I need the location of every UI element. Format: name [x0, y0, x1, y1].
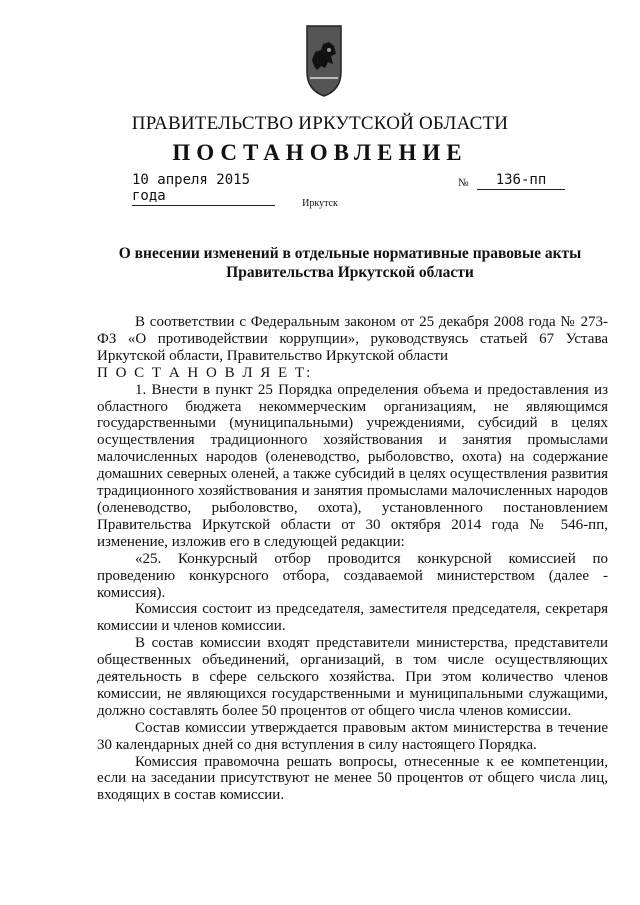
document-title — [110, 244, 590, 282]
item-1-paragraph: 1. Внести в пункт 25 Порядка определения объема и предоставления из областного бюджета некоммерческим организациям, не являющимся государственными (муниципальными) учреждениями, субсидий в целях осуществления традиционного хозяйствования и занятия промыслами малочисленных народов (оленеводство, рыболовство, охота) на содержание домашних северных оленей, а также субсидий в целях осуществления развития традиционного хозяйствования и занятия промыслами малочисленных народов (оленеводство, рыболовство, охота), установленного постановлением Правительства Иркутской области от 30 октября 2014 года № 546-пп, изменение, изложив его в следующей редакции: — [97, 381, 608, 550]
document-body — [97, 314, 608, 804]
coat-of-arms-icon — [301, 22, 347, 98]
decree-word: П О С Т А Н О В Л Я Е Т: — [97, 364, 313, 381]
city: Иркутск — [302, 198, 338, 209]
members-paragraph: В состав комиссии входят представители министерства, представители общественных объединений, организаций, в том числе осуществляющих деятельность в сфере сельского хозяйства. При этом количество членов комиссии, не являющихся государственными и муниципальными служащими, должно составлять более 50 процентов от общего числа членов комиссии. — [97, 635, 608, 719]
approval-paragraph: Состав комиссии утверждается правовым актом министерства в течение 30 календарных дней со дня вступления в силу настоящего Порядка. — [97, 719, 608, 753]
document-number: 136-пп — [477, 172, 565, 190]
quorum-paragraph: Комиссия правомочна решать вопросы, отнесенные к ее компетенции, если на заседании присутствуют не менее 50 процентов от общего числа лиц, входящих в состав комиссии. — [97, 753, 608, 804]
number-sign: № — [458, 177, 469, 189]
intro-paragraph: В соответствии с Федеральным законом от 25 декабря 2008 года № 273-ФЗ «О противодействии коррупции», руководствуясь статьей 67 Устава Иркутской области, Правительство Иркутской области — [97, 314, 608, 364]
title-line-1: О внесении изменений в отдельные нормативные правовые акты — [118, 245, 582, 262]
composition-paragraph: Комиссия состоит из председателя, заместителя председателя, секретаря комиссии и членов комиссии. — [97, 601, 608, 635]
document-type: ПОСТАНОВЛЕНИЕ — [172, 140, 468, 165]
organization-name: ПРАВИТЕЛЬСТВО ИРКУТСКОЙ ОБЛАСТИ — [131, 113, 509, 134]
clause-25-paragraph: «25. Конкурсный отбор проводится конкурсной комиссией по проведению конкурсного отбора, создаваемой министерством (далее - комиссия). — [97, 550, 608, 601]
document-date: 10 апреля 2015 года — [132, 172, 275, 206]
title-line-2: Правительства Иркутской области — [226, 264, 474, 281]
